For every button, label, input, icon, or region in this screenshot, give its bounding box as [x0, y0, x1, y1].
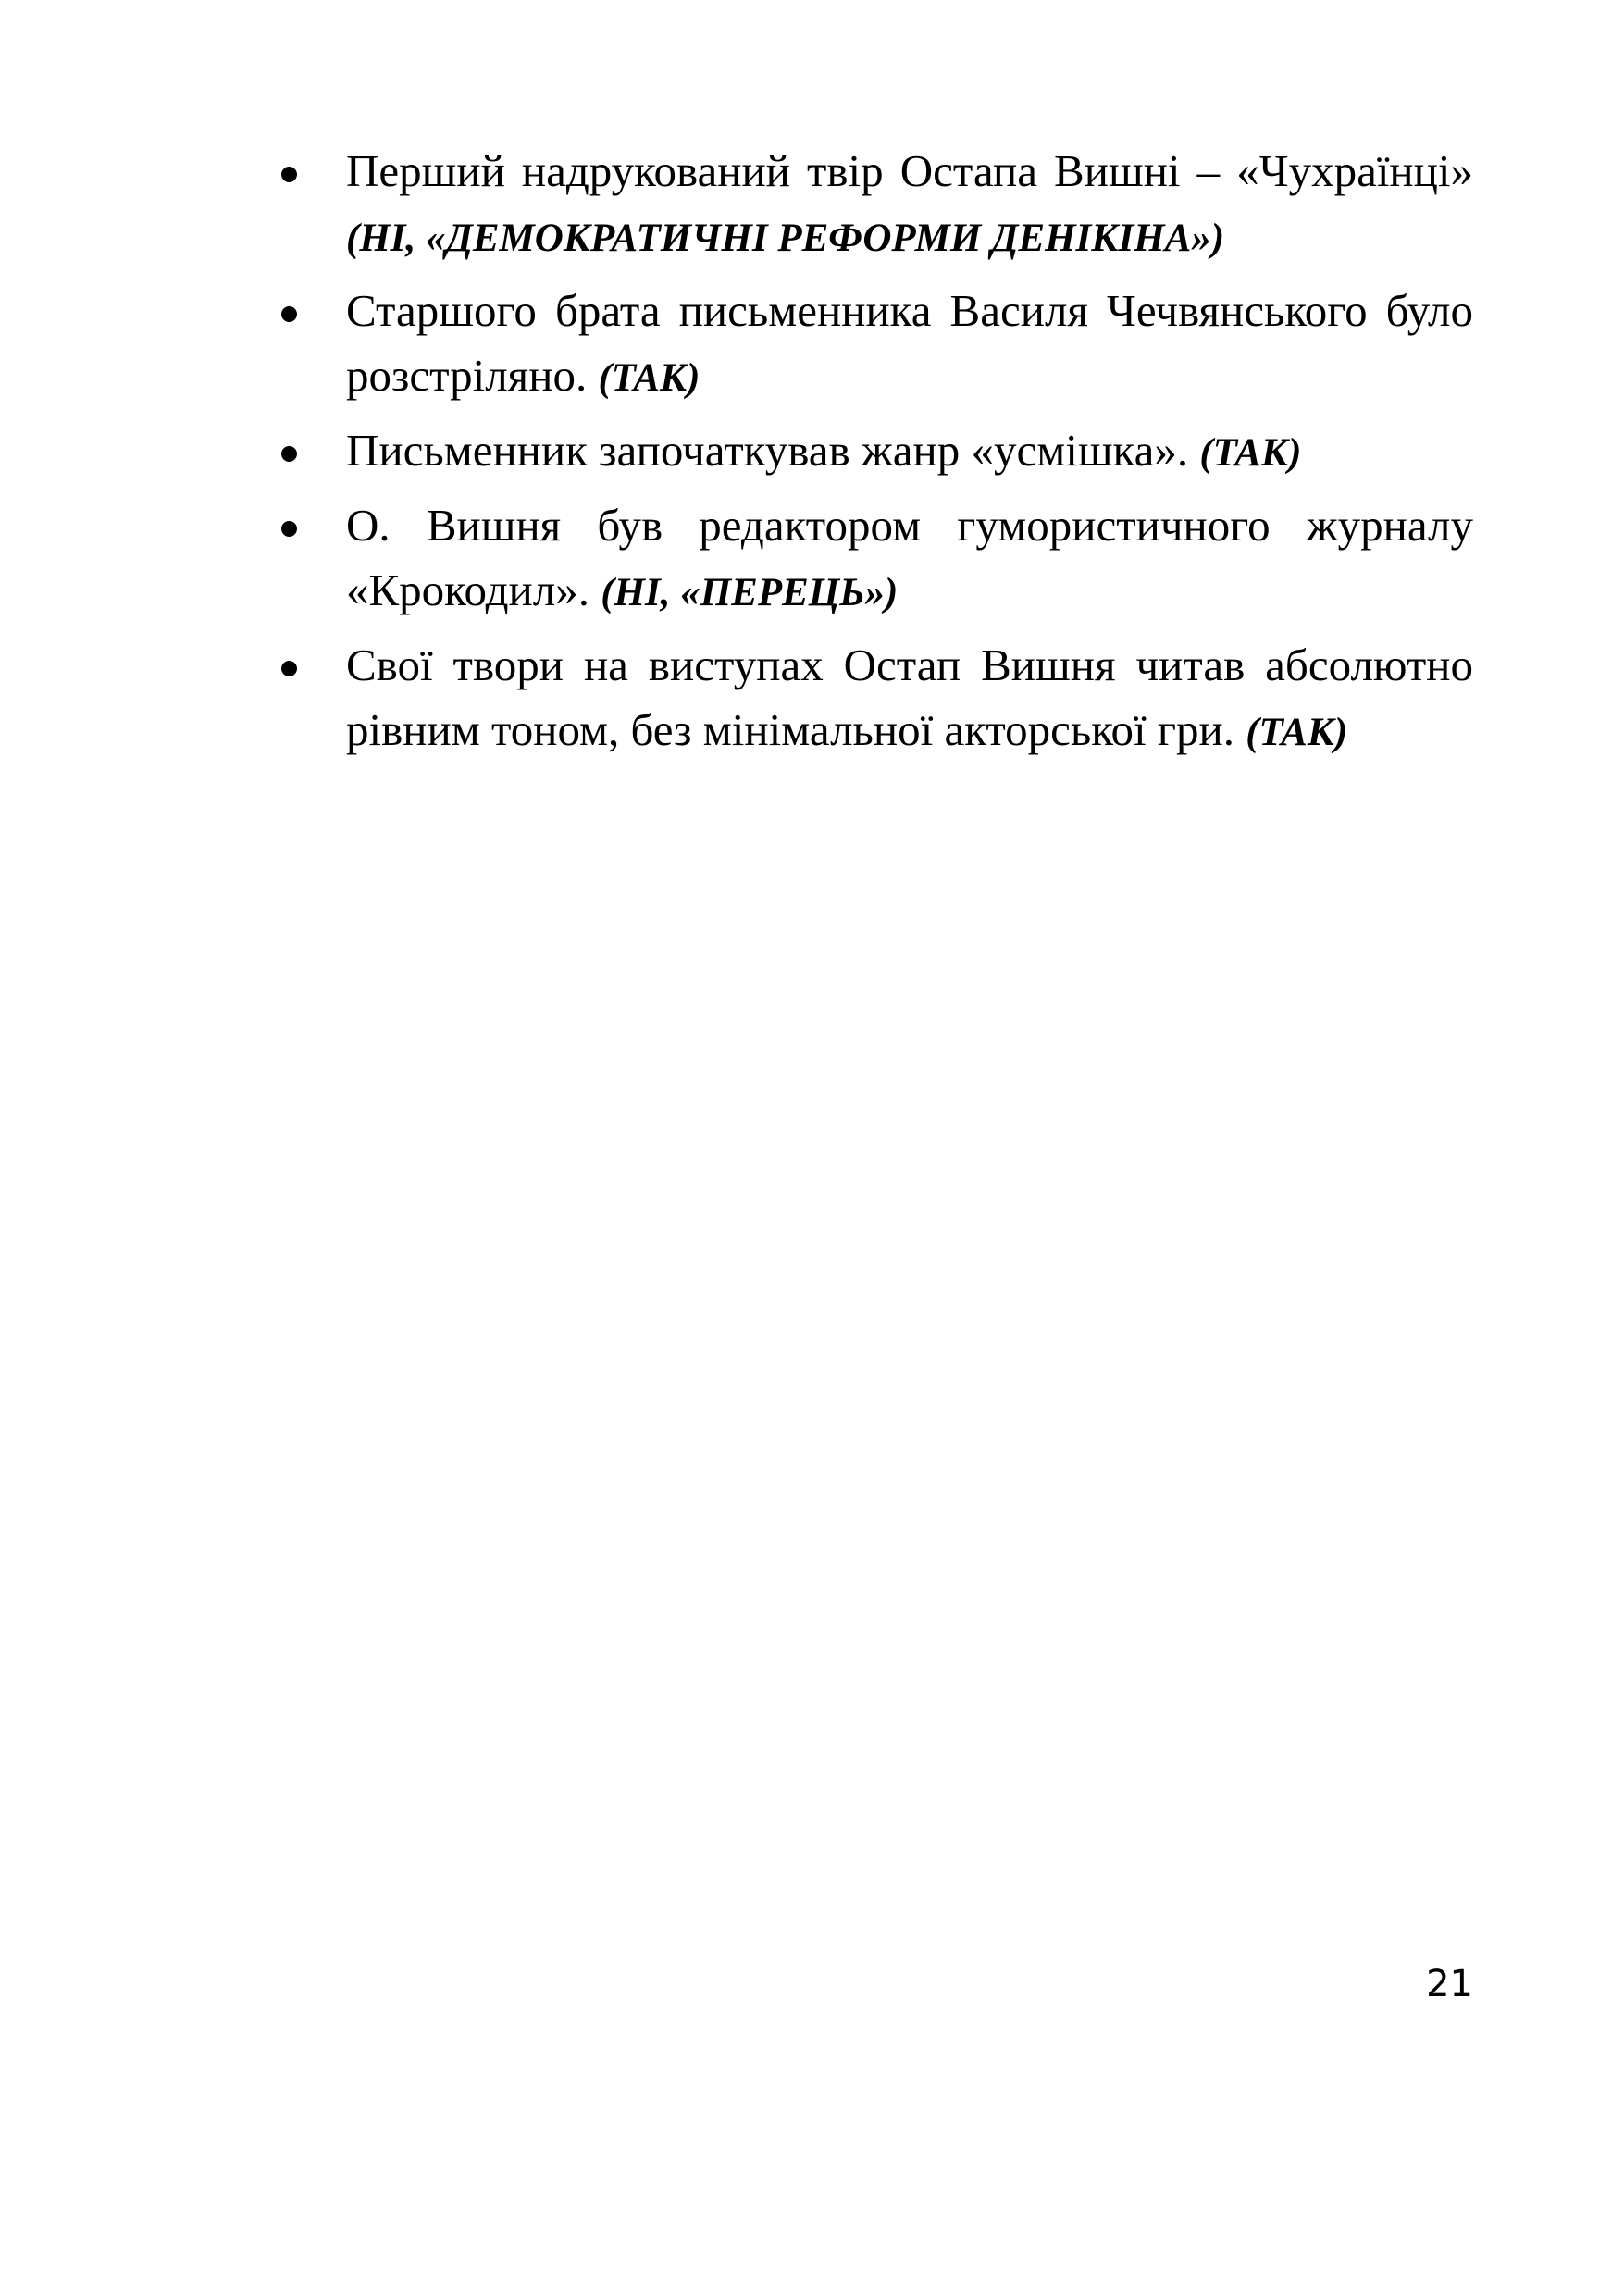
bullet-icon — [281, 306, 297, 322]
statement-text: О. Вишня був редактором гумористичного журналу «Крокодил». — [346, 500, 1473, 615]
list-item — [346, 139, 1473, 271]
answer-text: (ТАК) — [598, 356, 700, 400]
list-item — [346, 493, 1473, 626]
bullet-icon — [281, 661, 297, 676]
bullet-icon — [281, 521, 297, 537]
statement-list — [346, 139, 1473, 773]
statement-text: Письменник започаткував жанр «усмішка». — [346, 425, 1200, 476]
list-item — [346, 633, 1473, 765]
bullet-icon — [281, 167, 297, 182]
statement-text: Старшого брата письменника Василя Чечвянського було розстріляно. — [346, 285, 1473, 401]
list-item — [346, 279, 1473, 411]
list-item — [346, 418, 1473, 486]
answer-text: (НІ, «ПЕРЕЦЬ») — [601, 571, 899, 614]
statement-text: Свої твори на виступах Остап Вишня читав абсолютно рівним тоном, без мінімальної акторської гри. — [346, 639, 1473, 755]
page-number: 21 — [1426, 1963, 1473, 2005]
answer-text: (ТАК) — [1199, 431, 1302, 475]
answer-text: (НІ, «ДЕМОКРАТИЧНІ РЕФОРМИ ДЕНІКІНА») — [346, 217, 1225, 260]
statement-text: Перший надрукований твір Остапа Вишні – «Чухраїнці» — [346, 145, 1473, 196]
bullet-icon — [281, 446, 297, 462]
answer-text: (ТАК) — [1246, 711, 1348, 754]
